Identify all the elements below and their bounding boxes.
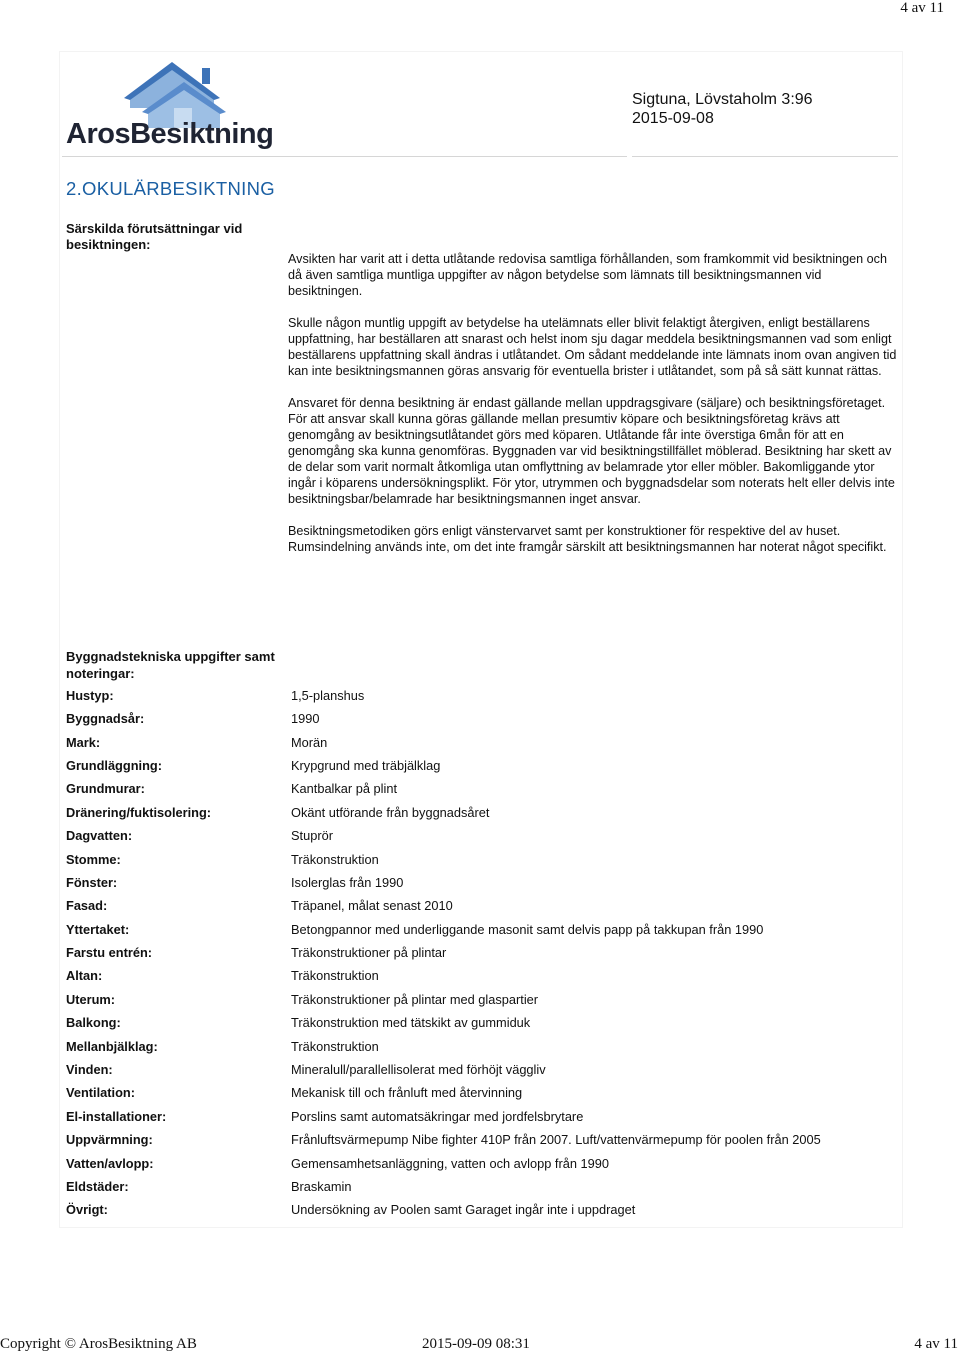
spec-label: Fasad: — [66, 898, 108, 913]
spec-value: Mekanisk till och frånluft med återvinning — [291, 1085, 523, 1100]
spec-label: Grundläggning: — [66, 758, 162, 773]
spec-row — [66, 945, 906, 963]
spec-value: Träkonstruktion med tätskikt av gummiduk — [291, 1015, 531, 1030]
spec-value: Porslins samt automatsäkringar med jordfelsbrytare — [291, 1109, 584, 1124]
spec-label: Vinden: — [66, 1062, 113, 1077]
spec-label: Stomme: — [66, 852, 121, 867]
footer — [0, 1336, 960, 1355]
spec-row — [66, 1202, 906, 1220]
spec-label: Eldstäder: — [66, 1179, 129, 1194]
spec-value: 1,5-planshus — [291, 688, 365, 703]
spec-row — [66, 758, 906, 776]
spec-label: Övrigt: — [66, 1202, 108, 1217]
spec-row — [66, 1062, 906, 1080]
spec-value: 1990 — [291, 711, 320, 726]
spec-row — [66, 735, 906, 753]
spec-value: Braskamin — [291, 1179, 352, 1194]
paragraph: Besiktningsmetodiken görs enligt vänstervarvet samt per konstruktioner för respektive del av huset. Rumsindelning används inte, om det inte framgår särskilt att besiktningsmannen har noterat något specifikt. — [288, 524, 887, 554]
spec-row — [66, 1179, 906, 1197]
spec-row — [66, 875, 906, 893]
spec-row — [66, 781, 906, 799]
page-number-top: 4 av 11 — [900, 0, 944, 16]
header-divider-left — [62, 156, 627, 157]
spec-label: Vatten/avlopp: — [66, 1156, 154, 1171]
spec-label: El-installationer: — [66, 1109, 167, 1124]
spec-row — [66, 992, 906, 1010]
spec-value: Morän — [291, 735, 328, 750]
spec-value: Gemensamhetsanläggning, vatten och avlopp från 1990 — [291, 1156, 610, 1171]
spec-label: Hustyp: — [66, 688, 114, 703]
spec-row — [66, 1015, 906, 1033]
spec-value: Kantbalkar på plint — [291, 781, 397, 796]
logo-text: ArosBesiktning — [66, 118, 274, 150]
spec-label: Farstu entrén: — [66, 945, 153, 960]
spec-label: Mellanbjälklag: — [66, 1039, 158, 1054]
spec-row — [66, 922, 906, 940]
spec-row — [66, 828, 906, 846]
technical-heading: Byggnadstekniska uppgifter samt noteringar: — [66, 649, 275, 681]
spec-row — [66, 1039, 906, 1057]
spec-row — [66, 711, 906, 729]
spec-value: Träkonstruktion — [291, 968, 379, 983]
spec-label: Dränering/fuktisolering: — [66, 805, 212, 820]
spec-value: Träpanel, målat senast 2010 — [291, 898, 453, 913]
spec-label: Mark: — [66, 735, 101, 750]
paragraph: Ansvaret för denna besiktning är endast gällande mellan uppdragsgivare (säljare) och besiktningsföretaget. För att ansvar skall kunna göras gällande mellan presumtiv köpare och besiktningsföretag krävs att genomgång av besiktningsutlåtandet görs med köparen. Utlåtande får inte överstiga 6mån för att en genomgång ska kunna genomföras. Byggnaden var vid besiktningstillfället möblerad. Besiktning har skett av de delar som varit normalt åtkomliga utan omflyttning av belamrade ytor eller möbler. Bakomliggande ytor ingår i köparens undersökningsplikt. För ytor, utrymmen och byggnadsdelar som noterats helt eller delvis inte besiktningsbar/belamrade har besiktningsmannen inget ansvar. — [288, 396, 895, 506]
spec-label: Byggnadsår: — [66, 711, 145, 726]
spec-label: Uppvärmning: — [66, 1132, 153, 1147]
spec-row — [66, 1132, 906, 1150]
section-title: 2.OKULÄRBESIKTNING — [66, 178, 275, 199]
spec-row — [66, 1085, 906, 1103]
paragraph: Avsikten har varit att i detta utlåtande redovisa samtliga förhållanden, som framkommit vid besiktningen och då även samtliga muntliga uppgifter av någon betydelse som lämnats till besiktningsmannen vid besiktningen. — [288, 252, 887, 298]
report-date: 2015-09-08 — [632, 110, 714, 127]
spec-label: Ventilation: — [66, 1085, 135, 1100]
spec-value: Krypgrund med träbjälklag — [291, 758, 441, 773]
spec-label: Fönster: — [66, 875, 118, 890]
spec-row — [66, 805, 906, 823]
spec-value: Undersökning av Poolen samt Garaget ingår inte i uppdraget — [291, 1202, 636, 1217]
spec-value: Träkonstruktion — [291, 1039, 379, 1054]
copyright: Copyright © ArosBesiktning AB — [0, 1336, 197, 1352]
spec-row — [66, 968, 906, 986]
spec-label: Altan: — [66, 968, 103, 983]
spec-value: Träkonstruktioner på plintar med glaspartier — [291, 992, 539, 1007]
header-info — [632, 90, 813, 128]
paragraph: Skulle någon muntlig uppgift av betydelse ha utelämnats eller blivit felaktigt återgiven, enligt beställarens uppfattning, har beställaren att snarast och helst inom sju dagar meddela besiktningsmannen vad som enligt beställarens uppfattning skall ändras i utlåtandet. Om sådant meddelande inte lämnats inom ovan angiven tid kan inte besiktningsmannen göras ansvarig för eventuella brister i utlåtandet, som på så sätt kunnat rättas. — [288, 316, 897, 378]
spec-label: Grundmurar: — [66, 781, 145, 796]
spec-label: Dagvatten: — [66, 828, 133, 843]
header-divider-right — [632, 156, 898, 157]
print-timestamp: 2015-09-09 08:31 — [422, 1336, 530, 1352]
page-number-bottom: 4 av 11 — [914, 1336, 958, 1352]
spec-value: Träkonstruktion — [291, 852, 379, 867]
spec-value: Träkonstruktioner på plintar — [291, 945, 447, 960]
spec-value: Betongpannor med underliggande masonit samt delvis papp på takkupan från 1990 — [291, 922, 764, 937]
address: Sigtuna, Lövstaholm 3:96 — [632, 91, 813, 108]
spec-row — [66, 688, 906, 706]
spec-row — [66, 852, 906, 870]
spec-value: Mineralull/parallellisolerat med förhöjt väggliv — [291, 1062, 546, 1077]
spec-label: Yttertaket: — [66, 922, 130, 937]
preconditions-label: Särskilda förutsättningar vid besiktningen: — [66, 221, 243, 252]
spec-row — [66, 898, 906, 916]
spec-value: Frånluftsvärmepump Nibe fighter 410P från 2007. Luft/vattenvärmepump för poolen från 2005 — [291, 1132, 821, 1147]
spec-label: Uterum: — [66, 992, 116, 1007]
spec-row — [66, 1109, 906, 1127]
spec-value: Stuprör — [291, 828, 333, 843]
spec-row — [66, 1156, 906, 1174]
spec-label: Balkong: — [66, 1015, 121, 1030]
preconditions-text — [288, 251, 898, 571]
spec-value: Okänt utförande från byggnadsåret — [291, 805, 490, 820]
spec-value: Isolerglas från 1990 — [291, 875, 404, 890]
